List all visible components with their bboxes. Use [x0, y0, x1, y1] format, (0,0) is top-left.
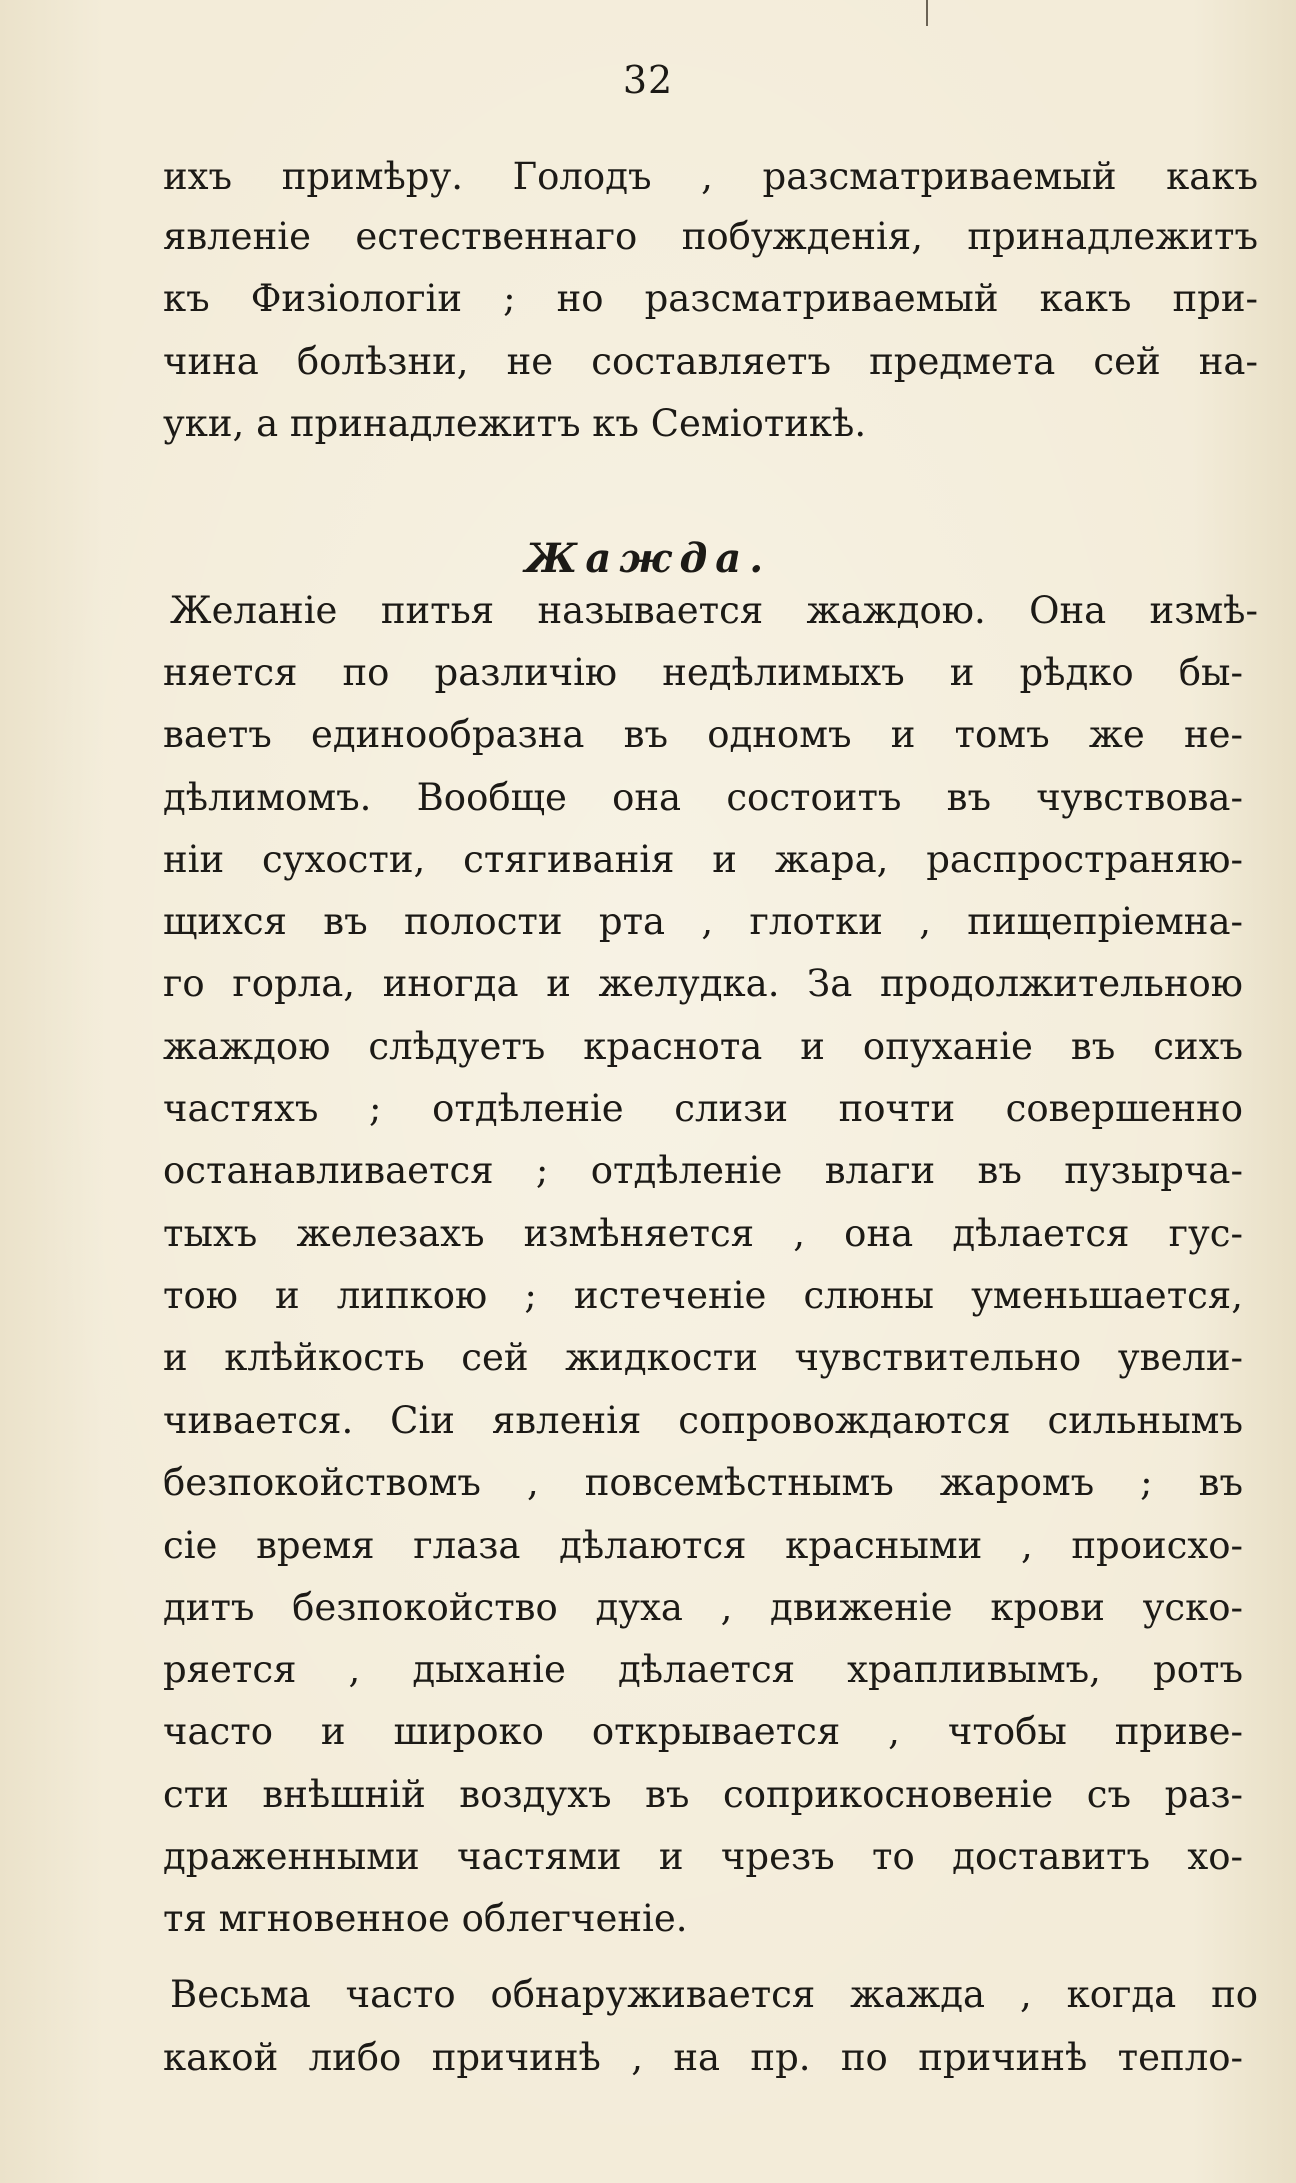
text-line: чина болѣзни, не составляетъ предмета сей на- — [163, 340, 1258, 383]
scan-mark — [926, 0, 928, 26]
text-line: го горла, иногда и желудка. За продолжительною — [163, 962, 1243, 1005]
text-line: къ Физіологіи ; но разсматриваемый какъ при- — [163, 277, 1258, 320]
text-line: сіе время глаза дѣлаются красными , происхо- — [163, 1524, 1243, 1567]
text-line: ваетъ единообразна въ одномъ и томъ же не- — [163, 713, 1243, 756]
text-line: Желаніе питья называется жаждою. Она измѣ- — [170, 589, 1258, 632]
text-line: дѣлимомъ. Вообще она состоитъ въ чувствова- — [163, 776, 1243, 819]
text-line: дитъ безпокойство духа , движеніе крови уско- — [163, 1586, 1243, 1629]
text-line: явленіе естественнаго побужденія, принадлежитъ — [163, 215, 1258, 258]
text-line: часто и широко открывается , чтобы приве- — [163, 1710, 1243, 1753]
text-line: жаждою слѣдуетъ краснота и опуханіе въ сихъ — [163, 1025, 1243, 1068]
section-heading-thirst: Жажда. — [524, 535, 772, 582]
text-line: останавливается ; отдѣленіе влаги въ пузырча- — [163, 1149, 1243, 1192]
text-line: драженными частями и чрезъ то доставитъ хо- — [163, 1835, 1243, 1878]
text-line: чивается. Сіи явленія сопровождаются сильнымъ — [163, 1399, 1243, 1442]
text-line: Весьма часто обнаруживается жажда , когда по — [170, 1973, 1258, 2016]
text-line: щихся въ полости рта , глотки , пищепріемна- — [163, 900, 1243, 943]
text-line: сти внѣшній воздухъ въ соприкосновеніе съ раз- — [163, 1773, 1243, 1816]
text-line: ряется , дыханіе дѣлается храпливымъ, ротъ — [163, 1648, 1243, 1691]
text-line: ніи сухости, стягиванія и жара, распространяю- — [163, 838, 1243, 881]
text-line: безпокойствомъ , повсемѣстнымъ жаромъ ; въ — [163, 1461, 1243, 1504]
text-line: тыхъ железахъ измѣняется , она дѣлается гус- — [163, 1212, 1243, 1255]
text-line: тя мгновенное облегченіе. — [163, 1897, 688, 1940]
text-line: частяхъ ; отдѣленіе слизи почти совершенно — [163, 1087, 1243, 1130]
text-line: няется по различію недѣлимыхъ и рѣдко бы- — [163, 651, 1243, 694]
text-line: какой либо причинѣ , на пр. по причинѣ тепло- — [163, 2036, 1243, 2079]
text-line: уки, а принадлежитъ къ Семіотикѣ. — [163, 402, 867, 445]
text-line: тою и липкою ; истеченіе слюны уменьшается, — [163, 1274, 1243, 1317]
page-number: 32 — [622, 58, 674, 102]
text-line: и клѣйкость сей жидкости чувствительно увели- — [163, 1336, 1243, 1379]
text-line: ихъ примѣру. Голодъ , разсматриваемый какъ — [163, 155, 1258, 198]
